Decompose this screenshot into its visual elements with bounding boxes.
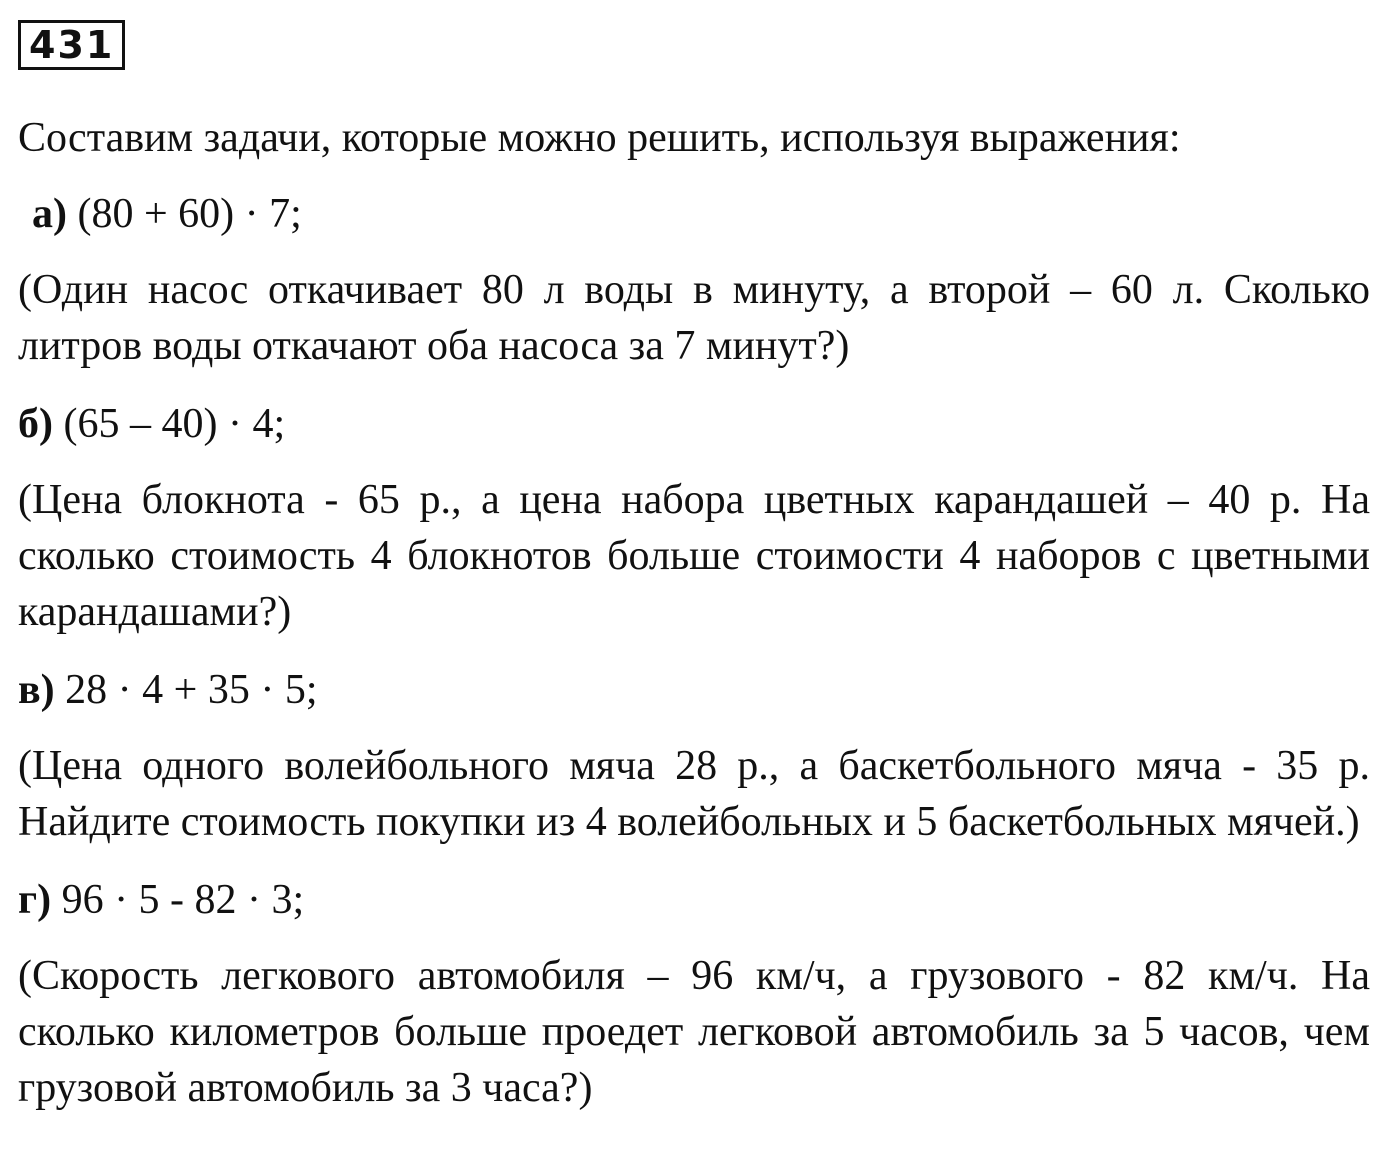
expression-v [18,664,1370,716]
answer-g: (Скорость легкового автомобиля – 96 км/ч, а грузового - 82 км/ч. На сколько километров больше проедет легковой автомобиль за 5 часов, чем грузовой автомобиль за 3 часа?) [18,953,1370,1111]
item-letter-b: б) [18,401,53,447]
item-letter-g: г) [18,877,52,923]
intro-text: Составим задачи, которые можно решить, используя выражения: [18,115,1181,161]
expression-v-text: 28 · 4 + 35 · 5; [65,667,318,713]
exercise-page [18,20,1370,1116]
expression-a [18,188,1370,240]
item-letter-a: а) [32,191,67,237]
expression-b-text: (65 – 40) · 4; [63,401,286,447]
expression-g [18,874,1370,926]
expression-a-text: (80 + 60) · 7; [77,191,302,237]
expression-g-text: 96 · 5 - 82 · 3; [61,877,305,923]
item-letter-v: в) [18,667,55,713]
answer-v: (Цена одного волейбольного мяча 28 р., а баскетбольного мяча - 35 р. Найдите стоимость покупки из 4 волейбольных и 5 баскетбольных мячей.) [18,743,1370,845]
answer-a: (Один насос откачивает 80 л воды в минуту, а второй – 60 л. Сколько литров воды откачают оба насоса за 7 минут?) [18,267,1370,369]
answer-b: (Цена блокнота - 65 р., а цена набора цветных карандашей – 40 р. На сколько стоимость 4 блокнотов больше стоимости 4 наборов с цветными карандашами?) [18,477,1370,635]
expression-b [18,398,1370,450]
task-number-box: 431 [18,20,125,70]
